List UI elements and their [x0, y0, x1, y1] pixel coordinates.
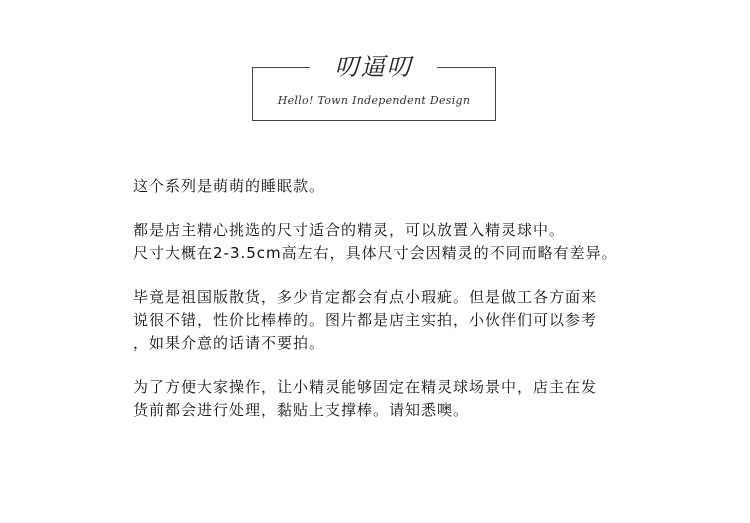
paragraph-line: 这个系列是萌萌的睡眠款。	[133, 177, 326, 195]
paragraph-1	[133, 175, 673, 198]
header-title: 叨逼叨	[334, 53, 413, 81]
paragraph-line: ，如果介意的话请不要拍。	[133, 334, 326, 352]
paragraph-line: 尺寸大概在2-3.5cm高左右，具体尺寸会因精灵的不同而略有差异。	[133, 244, 618, 262]
paragraph-3	[133, 286, 673, 355]
header-frame-top-right-line	[437, 67, 496, 68]
header-frame-top-left-line	[252, 67, 310, 68]
paragraph-4	[133, 376, 673, 422]
paragraph-line: 为了方便大家操作，让小精灵能够固定在精灵球场景中，店主在发	[133, 378, 598, 396]
header-subtitle: Hello! Town Independent Design	[277, 94, 471, 107]
description-body	[133, 175, 673, 443]
paragraph-line: 说很不错，性价比棒棒的。图片都是店主实拍，小伙伴们可以参考	[133, 311, 598, 329]
paragraph-line: 毕竟是祖国版散货，多少肯定都会有点小瑕疵。但是做工各方面来	[133, 288, 598, 306]
paragraph-line: 货前都会进行处理，黏贴上支撑棒。请知悉噢。	[133, 401, 470, 419]
paragraph-line: 都是店主精心挑选的尺寸适合的精灵，可以放置入精灵球中。	[133, 221, 566, 239]
paragraph-2	[133, 219, 673, 265]
